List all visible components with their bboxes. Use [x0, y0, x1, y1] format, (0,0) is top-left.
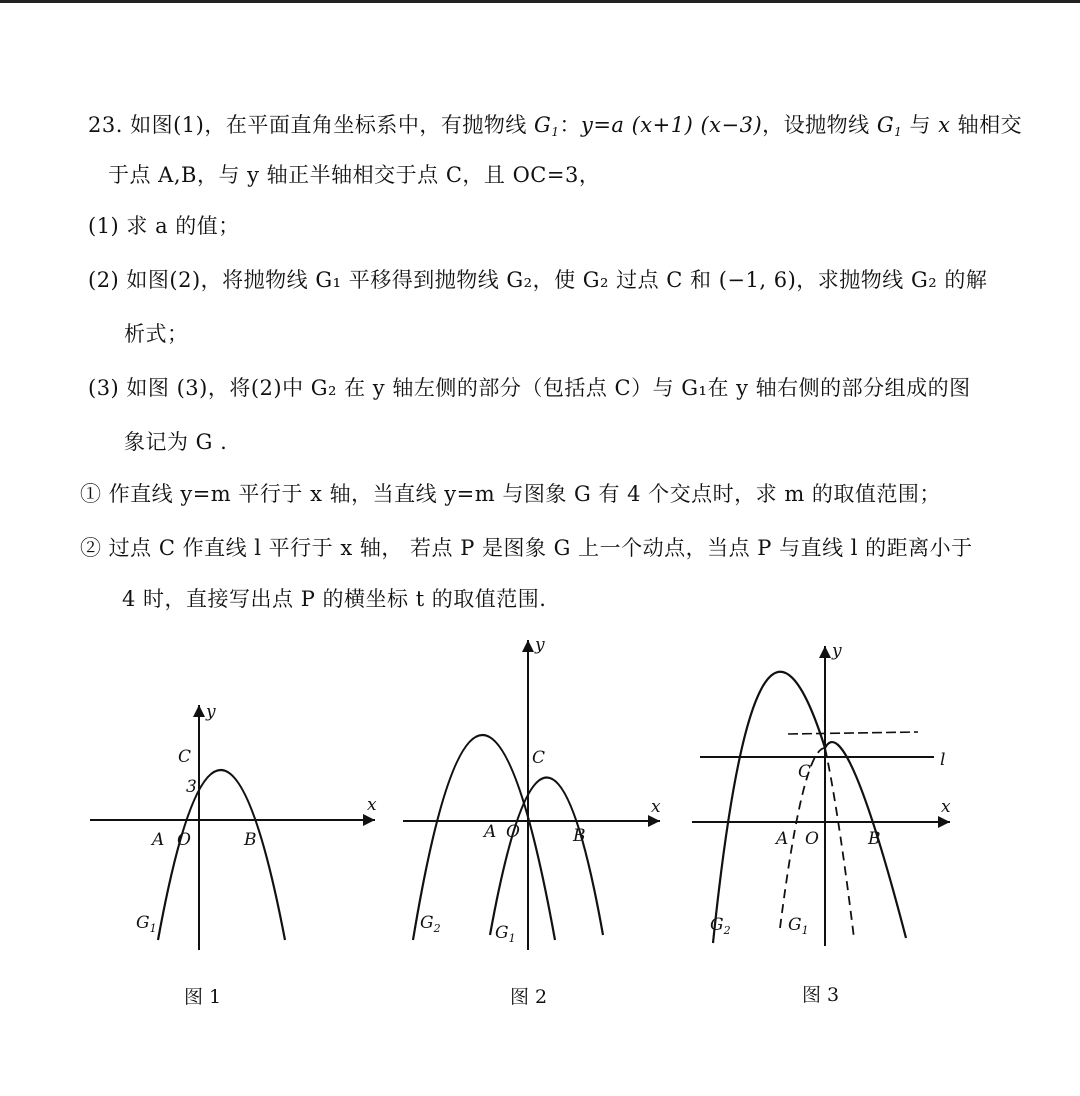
problem-number: 23.	[88, 113, 123, 137]
question-3: (3) 如图 (3)，将(2)中 G₂ 在 y 轴左侧的部分（包括点 C）与 G₁在 y 轴右侧的部分组成的图	[88, 376, 971, 400]
subquestion-1: ① 作直线 y=m 平行于 x 轴，当直线 y=m 与图象 G 有 4 个交点时，求 m 的取值范围；	[80, 482, 941, 506]
line-l-label: l	[940, 750, 946, 770]
figure-3-caption: 图 3	[802, 984, 840, 1006]
curve-g2-label: $G_2$	[710, 915, 731, 937]
subquestion-2: ② 过点 C 作直线 l 平行于 x 轴， 若点 P 是图象 G 上一个动点，当点 P 与直线 l 的距离小于	[80, 536, 973, 560]
question-2: (2) 如图(2)，将抛物线 G₁ 平移得到抛物线 G₂，使 G₂ 过点 C 和 (−1, 6)，求抛物线 G₂ 的解	[88, 268, 988, 292]
parabola-equation: y=a (x+1) (x−3)	[580, 113, 763, 137]
point-c-label: C	[532, 748, 546, 768]
parabola-g1-solid	[825, 742, 906, 938]
parabola-g1-label-2: $G_1$	[876, 113, 903, 139]
question-1: (1) 求 a 的值；	[88, 214, 240, 238]
curve-g1-label: $G_1$	[136, 913, 157, 935]
x-axis-label: x	[651, 797, 661, 817]
figure-1-caption: 图 1	[184, 986, 222, 1008]
origin-label: O	[506, 822, 520, 842]
handwritten-dash-mark	[788, 732, 918, 734]
figure-2	[395, 630, 675, 960]
problem-line-1: 23. 如图(1)，在平面直角坐标系中，有抛物线 $G_1$：y=a (x+1) (x−3)，设抛物线 $G_1$ 与 x 轴相交	[88, 113, 1023, 139]
curve-g1-label: $G_1$	[788, 915, 809, 937]
point-c-label: C	[798, 762, 812, 782]
point-c-label: C	[178, 747, 192, 767]
question-2-cont: 析式；	[124, 322, 189, 346]
point-a-label: A	[484, 822, 497, 842]
y-axis-label: y	[535, 635, 545, 655]
problem-line-2: 于点 A,B，与 y 轴正半轴相交于点 C，且 OC=3，	[108, 163, 601, 187]
oc-length-note: 3	[186, 777, 197, 797]
curve-g2-label: $G_2$	[420, 913, 441, 935]
point-b-label: B	[573, 826, 586, 846]
parabola-g1	[490, 778, 603, 936]
parabola-g2-dashed	[825, 748, 854, 938]
x-axis-label: x	[941, 797, 951, 817]
point-a-label: A	[776, 829, 789, 849]
point-a-label: A	[152, 830, 165, 850]
curve-g1-label: $G_1$	[495, 923, 516, 945]
problem-intro: 如图(1)，在平面直角坐标系中，有抛物线	[130, 113, 527, 137]
figure-3	[688, 638, 978, 958]
x-axis-label: x	[367, 795, 377, 815]
point-b-label: B	[244, 830, 257, 850]
question-3-cont: 象记为 G .	[124, 430, 228, 454]
parabola-g1	[158, 770, 285, 940]
y-axis-label: y	[832, 641, 842, 661]
figure-2-caption: 图 2	[510, 986, 548, 1008]
subquestion-2-cont: 4 时，直接写出点 P 的横坐标 t 的取值范围.	[122, 587, 547, 611]
origin-label: O	[805, 829, 819, 849]
parabola-g2-solid	[713, 672, 825, 943]
origin-label: O	[177, 830, 191, 850]
figure-1	[80, 690, 390, 960]
y-axis-label: y	[206, 702, 216, 722]
parabola-g1-label: $G_1$	[534, 113, 560, 139]
point-b-label: B	[868, 829, 881, 849]
scan-top-border	[0, 0, 1080, 3]
